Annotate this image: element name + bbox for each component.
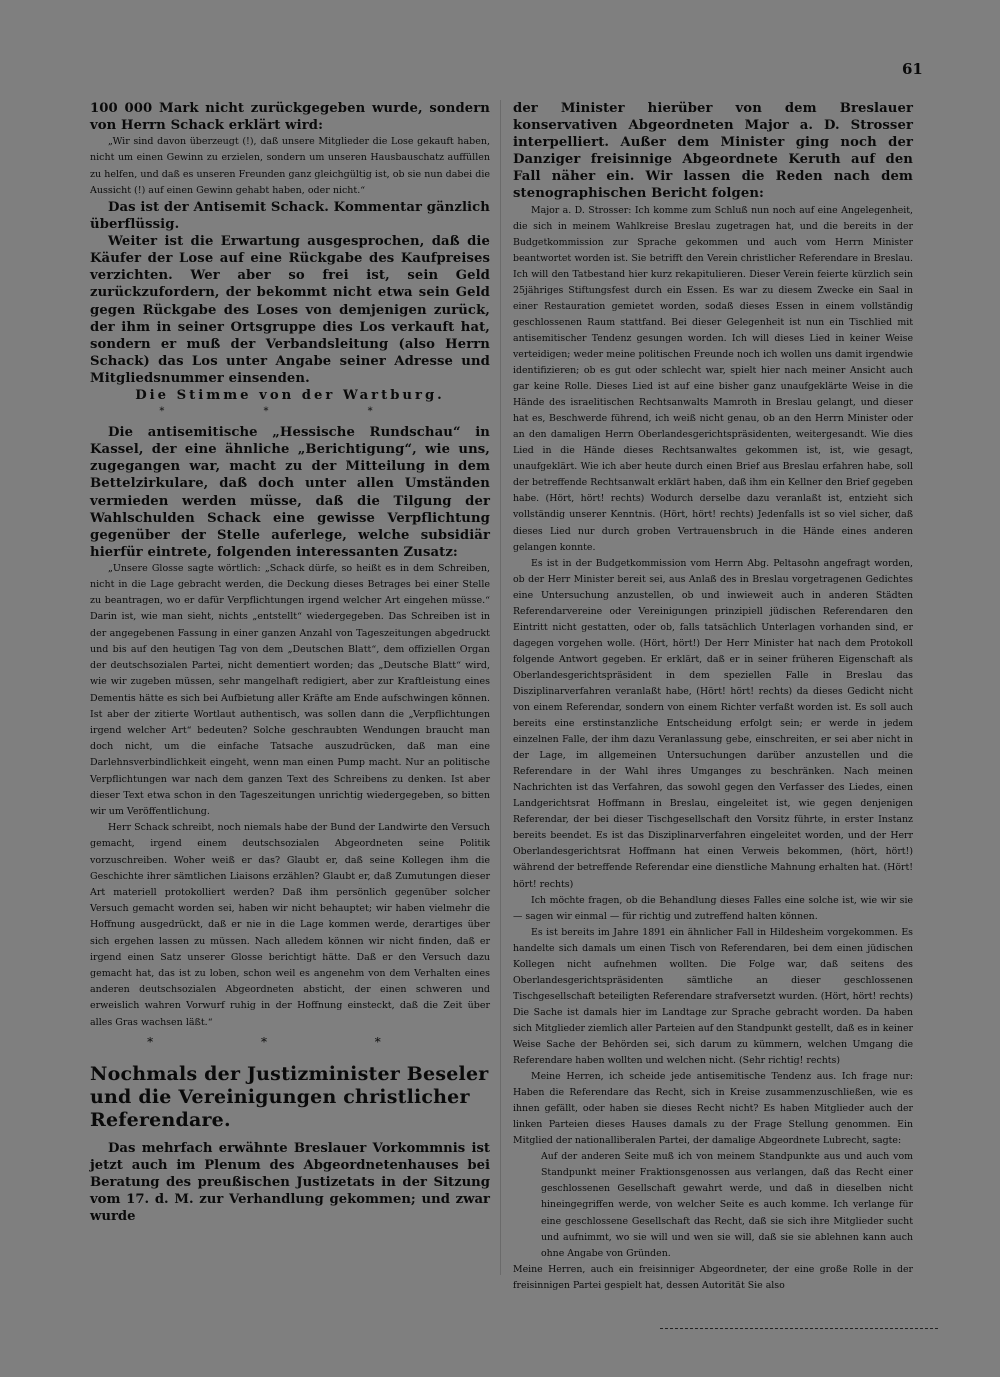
page-number: 61 (902, 60, 923, 78)
footer-rule (660, 1328, 938, 1330)
quote-paragraph: „Wir sind davon überzeugt (!), daß unsere Mitglieder die Lose gekauft haben, nicht um einen Gewinn zu erzielen, sondern um unseren Hausbauschatz auffüllen zu helfen, und daß es unseren Freunden ganz gleichgültig ist, ob sie nun dabei die Aussicht (!) auf einen Gewinn gehabt haben, oder nicht.“ (90, 136, 490, 196)
quote-paragraph: „Unsere Glosse sagte wörtlich: „Schack dürfe, so heißt es in dem Schreiben, nicht in die Lage gebracht werden, die Deckung dieses Betrages bei einer Stelle zu beantragen, wo er dafür Verpflichtungen irgend welcher Art eingehen müsse.“ Darin ist, wie man sieht, nichts „entstellt“ wiedergegeben. Das Schreiben ist in der angegebenen Fassung in einer ganzen Anzahl von Tageszeitungen abgedruckt und bis auf den heutigen Tag von dem „Deutschen Blatt“, dem offiziellen Organ der deutschsozialen Partei, nicht dementiert worden; das „Deutsche Blatt“ wird, wie wir zugeben müssen, sehr mangelhaft redigiert, aber zur Kraftleistung eines Dementis hätte es sich bei Aufbietung aller Kräfte am Ende aufschwingen können. Ist aber der zitierte Wortlaut authentisch, was sollen dann die „Verpflichtungen irgend welcher Art“ bedeuten? Solche geschraubten Wendungen braucht man doch nicht, um die einfache Tatsache auszudrücken, daß man eine Darlehnsverbindlichkeit eingeht, wenn man einen Pump macht. Nur an politische Verpflichtungen war nach dem ganzen Text des Schreibens zu denken. Ist aber dieser Text etwa schon in den Tageszeitungen unrichtig wiedergegeben, so bitten wir um Veröffentlichung. (90, 562, 490, 817)
body-paragraph: Die antisemitische „Hessische Rundschau“ in Kassel, der eine ähnliche „Berichtigung“, wie uns, zugegangen war, macht zu der Mitteilung in dem Bettelzirkulare, daß doch unter allen Umständen vermieden werden müsse, daß die Tilgung der Wahlschulden Schack eine gewisse Verpflichtung gegenüber der Stelle auferlege, welche subsidiär hierfür eintrete, folgenden interessanten Zusatz: (90, 425, 490, 560)
quoted-speech: Auf der anderen Seite muß ich von meinem Standpunkte aus und auch vom Standpunkt meiner Fraktionsgenossen aus verlangen, daß das Recht einer geschlossenen Gesellschaft gewahrt werde, und daß in dieselben nicht hineingegriffen werde, von welcher Seite es auch komme. Ich verlange für eine geschlossene Gesellschaft das Recht, daß sie sich ihre Mitglieder sucht und aufnimmt, wo sie will und wen sie will, daß sie sie ablehnen kann auch ohne Angabe von Gründen. (541, 1151, 913, 1259)
speech-paragraph: Major a. D. Strosser: Ich komme zum Schluß nun noch auf eine Angelegenheit, die sich in meinem Wahlkreise Breslau zugetragen hat, und die bereits in der Budgetkommission zur Sprache gekommen und auch vom Herrn Minister beantwortet worden ist. Sie betrifft den Verein christlicher Referendare in Breslau. Ich will den Tatbestand hier kurz rekapitulieren. Dieser Verein feierte kürzlich sein 25jähriges Stiftungsfest durch ein Essen. Es war zu diesem Zwecke ein Saal in einer Restauration gemietet worden, sodaß dieses Essen in einem vollständig geschlossenen Raum stattfand. Bei dieser Gelegenheit ist nun ein Tischlied mit antisemitischer Tendenz gesungen worden. Ich will dieses Lied in keiner Weise verteidigen; weder meine politischen Freunde noch ich wollen uns damit irgendwie identifizieren; ob es gut oder schlecht war, spielt hier nach meiner Ansicht auch gar keine Rolle. Dieses Lied ist auf eine bisher ganz unaufgeklärte Weise in die Hände des israelitischen Rechtsanwalts Mamroth in Breslau gelangt, und dieser hat es, Beschwerde führend, ich weiß nicht genau, ob an den Herrn Minister oder an den damaligen Herrn Oberlandesgerichtspräsidenten, weitergesandt. Wie dies Lied in die Hände dieses Rechtsanwaltes gekommen ist, ist, wie gesagt, unaufgeklärt. Wie ich aber heute durch einen Brief aus Breslau erfahren habe, soll der betreffende Rechtsanwalt erklärt haben, daß ihm ein Kellner den Brief gegeben habe. (Hört, hört! rechts) Wodurch derselbe dazu veranlaßt ist, entzieht sich vollständig unserer Kenntnis. (Hört, hört! rechts) Jedenfalls ist so viel sicher, daß dieses Lied nur durch groben Vertrauensbruch in die Hände eines anderen gelangen konnte. (513, 204, 913, 553)
section-divider-stars: * * * (147, 1034, 433, 1049)
source-attribution: Die Stimme von der Wartburg. (135, 388, 445, 404)
comment-paragraph: Das ist der Antisemit Schack. Kommentar gänzlich überflüssig. (90, 200, 490, 233)
speech-paragraph: Es ist in der Budgetkommission vom Herrn Abg. Peltasohn angefragt worden, ob der Herr Minister bereit sei, aus Anlaß des in Breslau vorgetragenen Gedichtes eine Untersuchung anzustellen, ob und inwieweit auch in anderen Städten Referendarvereine oder Vereinigungen prinzipiell jüdischen Referendaren den Eintritt nicht gestatten, oder ob, falls tatsächlich Unterlagen vorhanden sind, er dagegen vorgehen wolle. (Hört, hört!) Der Herr Minister hat nach dem Protokoll folgende Antwort gegeben. Er erklärt, daß er in seiner früheren Eigenschaft als Oberlandesgerichtspräsident in dem speziellen Falle in Breslau das Disziplinarverfahren veranlaßt habe, (Hört! hört! rechts) da dieses Gedicht nicht von einem Referendar, sondern von einem Richter verfaßt worden ist. Es soll auch bereits eine erstinstanzliche Entscheidung erfolgt sein; er werde in jedem einzelnen Falle, der ihm dazu Veranlassung gebe, einschreiten, er sei aber nicht in der Lage, im allgemeinen Untersuchungen darüber anzustellen und die Referendare in der Wahl ihres Umganges zu beschränken. Nach meinen Nachrichten ist das Verfahren, das sowohl gegen den Verfasser des Liedes, einen Landgerichtsrat Hoffmann in Breslau, eingeleitet ist, wie gegen denjenigen Referendar, der bei dieser Tischgesellschaft den Vorsitz führte, in erster Instanz bereits beendet. Es ist das Disziplinarverfahren eingeleitet worden, und der Herr Oberlandesgerichtsrat Hoffmann hat einen Verweis bekommen, (hört, hört!) während der betreffende Referendar eine dienstliche Mahnung erhalten hat. (Hört! hört! rechts) (513, 557, 913, 890)
speech-paragraph: Es ist bereits im Jahre 1891 ein ähnlicher Fall in Hildesheim vorgekommen. Es handelte sich damals um einen Tisch von Referendaren, bei dem einen jüdischen Kollegen nicht aufnehmen wollten. Die Folge war, daß seitens des Oberlandesgerichtspräsidenten sämtliche an dieser geschlossenen Tischgesellschaft beteiligten Referendare strafversetzt wurden. (Hört, hört! rechts) Die Sache ist damals hier im Landtage zur Sprache gebracht worden. Da haben sich Mitglieder ziemlich aller Parteien auf den Standpunkt gestellt, daß es in keiner Weise Sache der Behörden sei, sich darum zu kümmern, welchen Umgang die Referendare haben wollten und welchen nicht. (Sehr richtig! rechts) (513, 926, 913, 1067)
body-paragraph: Das mehrfach erwähnte Breslauer Vorkommnis ist jetzt auch im Plenum des Abgeordnetenhauses bei Beratung des preußischen Justizetats in der Sitzung vom 17. d. M. zur Verhandlung gekommen; und zwar wurde (90, 1140, 490, 1225)
quote-paragraph: Herr Schack schreibt, noch niemals habe der Bund der Landwirte den Versuch gemacht, irgend einem deutschsozialen Abgeordneten seine Politik vorzuschreiben. Woher weiß er das? Glaubt er, daß seine Kollegen ihm die Geschichte ihrer sämtlichen Liaisons erzählen? Glaubt er, daß Zumutungen dieser Art materiell protokolliert werden? Daß ihm persönlich gegenüber solcher Versuch gemacht worden sei, haben wir nicht behauptet; wir haben vielmehr die Hoffnung ausgedrückt, daß er nie in die Lage kommen werde, derartiges über sich ergehen lassen zu müssen. Nach alledem können wir nicht finden, daß er irgend einen Satz unserer Glosse berichtigt hätte. Daß er den Versuch dazu gemacht hat, das ist zu loben, schon weil es angenehm von dem Verhalten eines anderen deutschsozialen Abgeordneten absticht, der einen schweren und erweislich wahren Vorwurf ruhig in der Hoffnung einsteckt, daß die Zeit über alles Gras wachsen läßt.“ (90, 822, 490, 1028)
right-column (513, 100, 913, 1294)
body-paragraph: der Minister hierüber von dem Breslauer konservativen Abgeordneten Major a. D. Strosser interpelliert. Außer dem Minister ging noch der Danziger freisinnige Abgeordnete Keruth auf den Fall näher ein. Wir lassen die Reden nach dem stenographischen Bericht folgen: (513, 101, 913, 202)
speech-paragraph: Ich möchte fragen, ob die Behandlung dieses Falles eine solche ist, wie wir sie — sagen wir einmal — für richtig und zutreffend halten können. (513, 894, 913, 922)
intro-paragraph: 100 000 Mark nicht zurückgegeben wurde, sondern von Herrn Schack erklärt wird: (90, 101, 490, 134)
body-paragraph: Weiter ist die Erwartung ausgesprochen, daß die Käufer der Lose auf eine Rückgabe des Kaufpreises verzichten. Wer aber so frei ist, sein Geld zurückzufordern, der bekommt nicht etwa sein Geld gegen Rückgabe des Loses von demjenigen zurück, der ihm in seiner Ortsgruppe dies Los verkauft hat, sondern er muß der Verbandsleitung (also Herrn Schack) das Los unter Angabe seiner Adresse und Mitgliedsnummer einsenden. (90, 234, 490, 386)
left-column (90, 100, 490, 1225)
speech-paragraph: Meine Herren, ich scheide jede antisemitische Tendenz aus. Ich frage nur: Haben die Referendare das Recht, sich in Kreise zusammenzuschließen, wie es ihnen gefällt, oder haben sie dieses Recht nicht? Es haben Mitglieder auch der linken Parteien dieses Hauses damals zu der Frage Stellung genommen. Ein Mitglied der nationalliberalen Partei, der damalige Abgeordnete Lubrecht, sagte: (513, 1071, 913, 1147)
article-headline: Nochmals der Justizminister Beseler und die Vereinigungen christlicher Referendare. (90, 1062, 489, 1131)
column-separator (500, 100, 501, 1275)
speech-paragraph: Meine Herren, auch ein freisinniger Abgeordneter, der eine große Rolle in der freisinnigen Partei gespielt hat, dessen Autorität Sie also (513, 1263, 913, 1291)
section-divider-stars: * * * (159, 406, 421, 418)
